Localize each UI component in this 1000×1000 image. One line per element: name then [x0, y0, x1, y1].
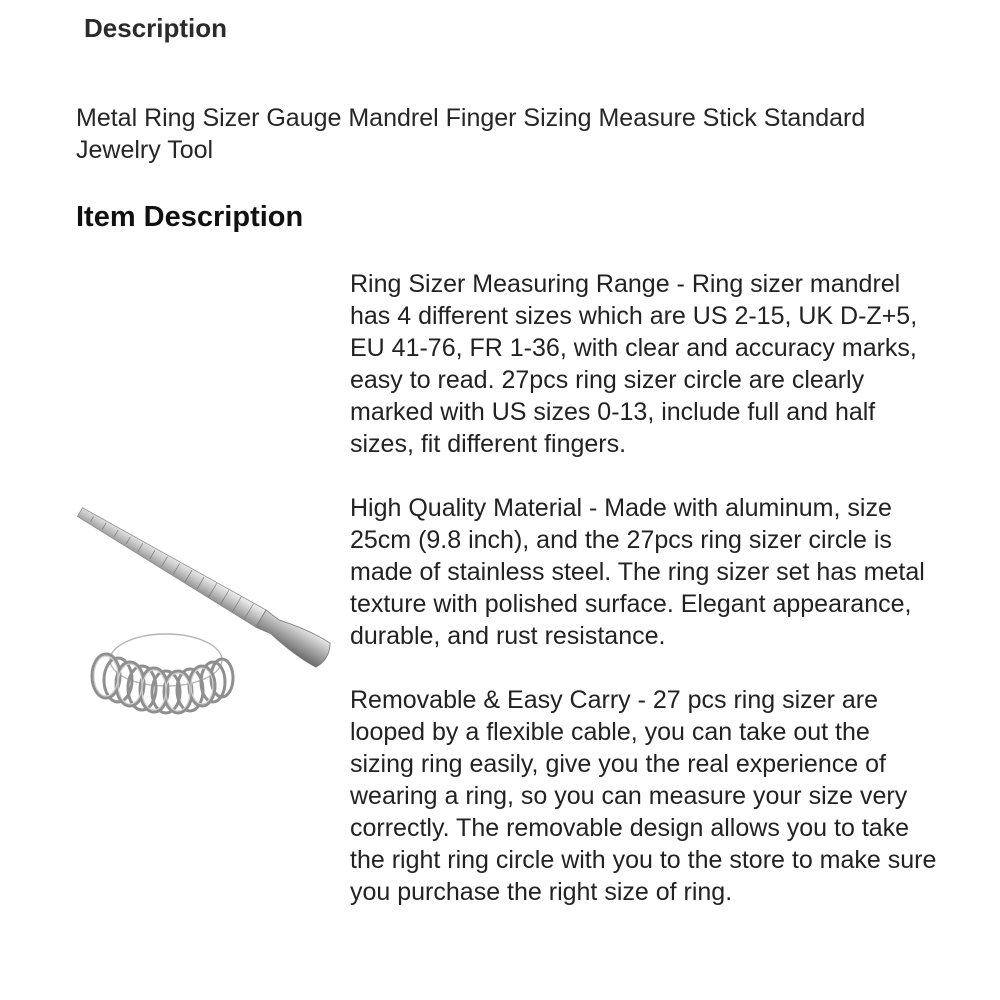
- mandrel-stick: [76, 500, 334, 669]
- ring-set: [92, 634, 233, 713]
- paragraph-measuring-range: Ring Sizer Measuring Range - Ring sizer mandrel has 4 different sizes which are US 2-15, UK D-Z+5, EU 41-76, FR 1-36, with clear and accuracy marks, easy to read. 27pcs ring sizer circle are clearly marked with US sizes 0-13, include full and half sizes, fit different fingers.: [350, 270, 918, 458]
- product-title: Metal Ring Sizer Gauge Mandrel Finger Sizing Measure Stick Standard Jewelry Tool: [76, 104, 866, 164]
- section-heading-item-description: Item Description: [76, 201, 304, 233]
- section-heading-description: Description: [84, 13, 228, 43]
- paragraph-material: High Quality Material - Made with aluminum, size 25cm (9.8 inch), and the 27pcs ring sizer circle is made of stainless steel. The ring sizer set has metal texture with polished surface. Elegant appearance, durable, and rust resistance.: [350, 494, 925, 650]
- ring-sizer-mandrel-and-rings-image: [76, 498, 350, 730]
- item-description-text: [350, 268, 940, 940]
- paragraph-easy-carry: Removable & Easy Carry - 27 pcs ring sizer are looped by a flexible cable, you can take out the sizing ring easily, give you the real experience of wearing a ring, so you can measure your size very correctly. The removable design allows you to take the right ring circle with you to the store to make sure you purchase the right size of ring.: [350, 686, 937, 906]
